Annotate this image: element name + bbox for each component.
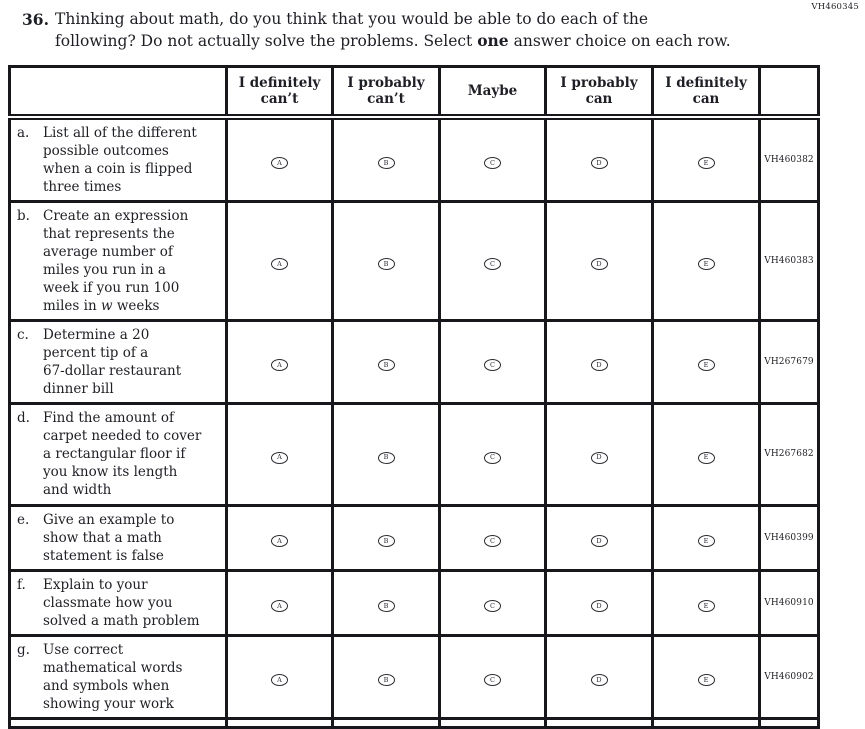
answer-bubble-b[interactable]: B (378, 258, 395, 270)
answer-bubble-e[interactable]: E (698, 674, 715, 686)
answer-bubble-a[interactable]: A (271, 452, 288, 464)
answer-bubble-d[interactable]: D (591, 258, 608, 270)
answer-bubble-a[interactable]: A (271, 674, 288, 686)
answer-bubble-b[interactable]: B (378, 535, 395, 547)
answer-bubble-d[interactable]: D (591, 674, 608, 686)
answer-bubble-d[interactable]: D (591, 452, 608, 464)
answer-bubble-a[interactable]: A (271, 359, 288, 371)
row-statement: Explain to your classmate how you solved a math problem (43, 576, 200, 629)
row-statement-cell (10, 320, 227, 403)
header-blank-stem (10, 67, 227, 117)
row-statement: Give an example to show that a math statement is false (43, 511, 175, 564)
answer-bubble-e[interactable]: E (698, 535, 715, 547)
page-accession-code: VH460345 (811, 2, 859, 12)
answer-bubble-c[interactable]: C (484, 600, 501, 612)
answer-bubble-a[interactable]: A (271, 535, 288, 547)
table-row (10, 403, 819, 505)
row-letter: a. (17, 124, 30, 141)
row-statement-cell (10, 505, 227, 570)
header-probably-cant: I probably can’t (333, 67, 440, 117)
row-statement-cell (10, 570, 227, 635)
cutoff-row (10, 718, 819, 727)
row-letter: c. (17, 326, 29, 343)
row-code: VH267682 (760, 403, 819, 505)
answer-bubble-d[interactable]: D (591, 157, 608, 169)
answer-bubble-e[interactable]: E (698, 452, 715, 464)
answer-bubble-d[interactable]: D (591, 600, 608, 612)
answer-bubble-a[interactable]: A (271, 258, 288, 270)
question-bold-word: one (477, 31, 509, 50)
row-statement-cell (10, 201, 227, 320)
answer-bubble-b[interactable]: B (378, 157, 395, 169)
row-statement-cell (10, 635, 227, 718)
row-code: VH267679 (760, 320, 819, 403)
table-row (10, 635, 819, 718)
row-code: VH460399 (760, 505, 819, 570)
answer-bubble-c[interactable]: C (484, 359, 501, 371)
header-definitely-cant: I definitely can’t (227, 67, 333, 117)
row-letter: g. (17, 641, 30, 658)
question-block (0, 0, 865, 52)
row-code: VH460383 (760, 201, 819, 320)
row-letter: d. (17, 409, 30, 426)
answer-bubble-c[interactable]: C (484, 535, 501, 547)
row-letter: b. (17, 207, 30, 224)
table-row (10, 201, 819, 320)
row-statement: Find the amount of carpet needed to cover a rectangular floor if you know its length and width (43, 409, 202, 498)
header-row (10, 67, 819, 117)
row-code: VH460910 (760, 570, 819, 635)
answer-bubble-b[interactable]: B (378, 674, 395, 686)
answer-bubble-a[interactable]: A (271, 157, 288, 169)
row-statement: Create an expression that represents the average number of miles you run in a week if you run 100 miles in w weeks (43, 207, 189, 314)
row-code: VH460902 (760, 635, 819, 718)
question-text (55, 9, 731, 52)
table-row (10, 570, 819, 635)
answer-bubble-a[interactable]: A (271, 600, 288, 612)
header-blank-code (760, 67, 819, 117)
table-row (10, 320, 819, 403)
answer-bubble-c[interactable]: C (484, 452, 501, 464)
answer-grid-table (8, 65, 820, 729)
survey-table-body (10, 117, 819, 728)
answer-bubble-b[interactable]: B (378, 600, 395, 612)
answer-bubble-c[interactable]: C (484, 258, 501, 270)
answer-bubble-b[interactable]: B (378, 359, 395, 371)
header-definitely-can: I definitely can (653, 67, 760, 117)
header-probably-can: I probably can (546, 67, 653, 117)
answer-bubble-e[interactable]: E (698, 157, 715, 169)
answer-bubble-e[interactable]: E (698, 258, 715, 270)
row-statement: Use correct mathematical words and symbols when showing your work (43, 641, 183, 712)
answer-bubble-c[interactable]: C (484, 674, 501, 686)
answer-bubble-b[interactable]: B (378, 452, 395, 464)
row-letter: e. (17, 511, 30, 528)
row-statement: List all of the different possible outcomes when a coin is flipped three times (43, 124, 197, 195)
question-number: 36. (22, 10, 49, 29)
question-line2-post: answer choice on each row. (508, 32, 731, 50)
row-statement: Determine a 20 percent tip of a 67-dollar restaurant dinner bill (43, 326, 182, 397)
answer-bubble-d[interactable]: D (591, 535, 608, 547)
row-statement-cell (10, 117, 227, 202)
table-row (10, 117, 819, 202)
answer-bubble-d[interactable]: D (591, 359, 608, 371)
table-row (10, 505, 819, 570)
row-code: VH460382 (760, 117, 819, 202)
row-letter: f. (17, 576, 26, 593)
answer-bubble-e[interactable]: E (698, 359, 715, 371)
header-maybe: Maybe (440, 67, 546, 117)
row-statement-cell (10, 403, 227, 505)
answer-bubble-e[interactable]: E (698, 600, 715, 612)
question-line1: Thinking about math, do you think that you would be able to do each of the (55, 10, 649, 28)
answer-bubble-c[interactable]: C (484, 157, 501, 169)
question-line2-pre: following? Do not actually solve the problems. Select (55, 32, 478, 50)
